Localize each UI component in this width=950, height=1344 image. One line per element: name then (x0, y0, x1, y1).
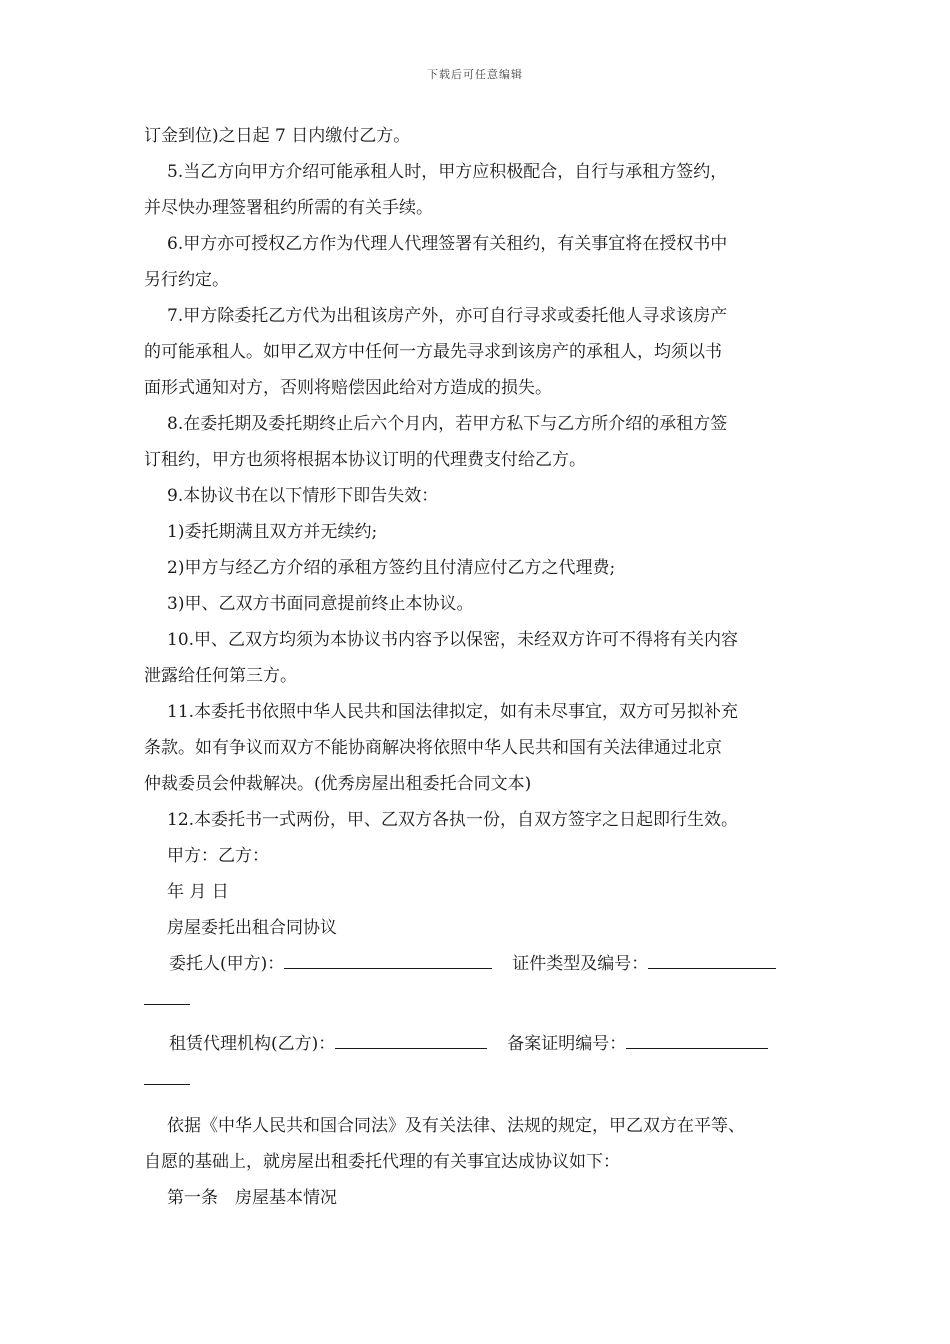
article-1-heading: 第一条 房屋基本情况 (167, 1188, 337, 1208)
record-input-line-continued[interactable] (144, 1065, 190, 1085)
id-input-line[interactable] (648, 949, 776, 969)
principal-label: 委托人(甲方)： (169, 954, 285, 974)
record-label: 备案证明编号： (507, 1034, 627, 1054)
principal-field-continuation (144, 982, 810, 1018)
agent-input-line[interactable] (335, 1029, 487, 1049)
record-input-line[interactable] (626, 1029, 768, 1049)
id-input-line-continued[interactable] (144, 985, 190, 1005)
page-header: 下载后可任意编辑 (427, 68, 523, 81)
agent-field-continuation (144, 1062, 810, 1098)
clause-9-item-3: 3)甲、乙双方书面同意提前终止本协议。 (167, 594, 474, 614)
signature-parties: 甲方：乙方： (167, 846, 269, 866)
clause-7: 7.甲方除委托乙方代为出租该房产外，亦可自行寻求或委托他人寻求该房产 的可能承租人。如甲乙双方中任何一方最先寻求到该房产的承租人，均须以书 面形式通知对方，否则将赔偿因此给对方造成的损失。 (144, 306, 728, 398)
signature-date: 年 月 日 (167, 882, 229, 902)
id-label: 证件类型及编号： (512, 954, 649, 974)
principal-input-line[interactable] (284, 949, 492, 969)
clause-9-item-1: 1)委托期满且双方并无续约; (167, 522, 378, 542)
agreement-intro: 依据《中华人民共和国合同法》及有关法律、法规的规定，甲乙双方在平等、 自愿的基础上，就房屋出租委托代理的有关事宜达成协议如下： (144, 1116, 745, 1172)
agent-label: 租赁代理机构(乙方)： (169, 1034, 336, 1054)
clause-9: 9.本协议书在以下情形下即告失效： (167, 486, 439, 506)
paragraph-continuation: 订金到位)之日起 7 日内缴付乙方。 (144, 126, 411, 146)
clause-11: 11.本委托书依照中华人民共和国法律拟定，如有未尽事宜，双方可另拟补充 条款。如有争议而双方不能协商解决将依照中华人民共和国有关法律通过北京 仲裁委员会仲裁解决。(优秀房屋出租委托合同文本) (144, 702, 739, 794)
clause-6: 6.甲方亦可授权乙方作为代理人代理签署有关租约，有关事宜将在授权书中 另行约定。 (144, 234, 728, 290)
clause-9-item-2: 2)甲方与经乙方介绍的承租方签约且付清应付乙方之代理费; (167, 558, 616, 578)
clause-12: 12.本委托书一式两份，甲、乙双方各执一份，自双方签字之日起即行生效。 (167, 810, 739, 830)
clause-10: 10.甲、乙双方均须为本协议书内容予以保密，未经双方许可不得将有关内容 泄露给任何第三方。 (144, 630, 739, 686)
clause-8: 8.在委托期及委托期终止后六个月内，若甲方私下与乙方所介绍的承租方签 订租约，甲方也须将根据本协议订明的代理费支付给乙方。 (144, 414, 728, 470)
agent-field-row (144, 1026, 810, 1062)
contract-title: 房屋委托出租合同协议 (167, 918, 337, 938)
document-body (144, 118, 810, 1216)
clause-5: 5.当乙方向甲方介绍可能承租人时，甲方应积极配合，自行与承租方签约， 并尽快办理签署租约所需的有关手续。 (144, 162, 728, 218)
principal-field-row (144, 946, 810, 982)
